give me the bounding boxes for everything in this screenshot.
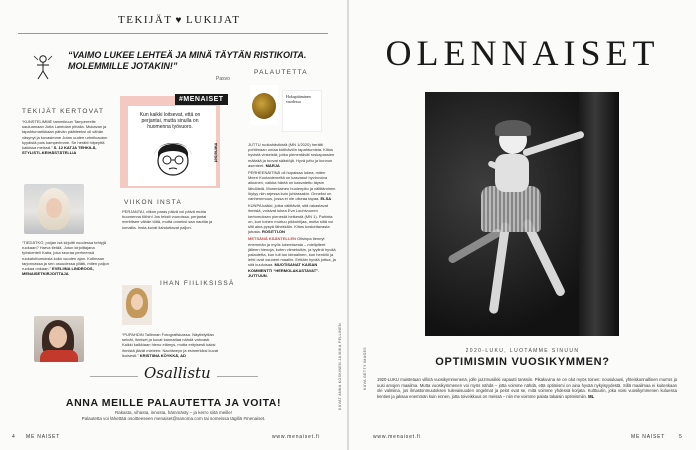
page-title: OLENNAISET (385, 33, 660, 73)
menaiset-card-text: Kun kaikki loitsevat, että on perjantai, mutta sinulla on huomenna työvuoro. (139, 112, 201, 130)
ihan-fiiliksissa-body: “PUPAHDIN Tallinnan Fotografiskassa. Näyttelytilan seinät, ihmiset ja kuvat kannattaa nähdä vahvasti. Kaikki kaikkiaan hieno elämys, mutta erityisesti kaksi ihmistä jäivät mieleen: Nachtweyn ja esimerkiksi kuvat ikuisesti.” KRISTIINA KÖYKKÄ, AD (122, 332, 219, 358)
tekijat-title: TEKIJÄT KERTOVAT (22, 108, 105, 115)
cartoon-face-icon (150, 133, 196, 177)
quote-author: Pasvo (216, 76, 230, 82)
photo-credit-left: KUVAT ANNA KOSKINEN JA MIKA PELLINEN (338, 323, 342, 410)
palaute-3: KUNPA kaikki, jotka välittävät, sitä rakastavat ihmisiä, voisivat lukea Eva Louhivuoren kertomuksen pienestä hetkestä (MN 1). Pahinta on, kun toinen murtuu pikkuhiljaa, mutta siltä voi silti aina pysyä lähekkäin. Kiitos koskettavasta jutusta. ROSITTI.ON (248, 203, 334, 235)
viikon-insta-body: PERJANTAI, viikon paras päivä voi päivä mutta huomenna töihin! Jos teksti vuoroissa, perjantai merkitsee vähän töitä, mutta onneksi saa nauttia ja lomailla. Insta-kuvat ilahduttavat paljon. (122, 209, 213, 230)
tekijat-body-1: “KUNSTELIMME tammikuun Tampereelle sauluamaan Jutta Laintolan pihalla. Mukavan ja tapahtumarikkaan päivän päätteeksi oli vähän väsynyt ja kuvasimme Jutan uuden urheiluauton kyydistä pois kamperimme. Se herätti hilpeyttä kaikissa meissä.” S. 12 KATJA TEHKILÄ, STYLISTI–KEIHÄSTÄTELLIA (22, 119, 108, 156)
palautetta-title: PALAUTETTA (254, 69, 308, 76)
heart-icon: ♥ (175, 15, 183, 26)
main-photo (425, 92, 619, 336)
tekijat-body-2: “TIEDÄTKÖ, poijan isä kirjoitti vuodessa tehtyjä ruokaan? Harva tietää. Jutun kirjoittajana työskenteli Katia, joka seuraa perheensä ruokatottumuksia koko vuoden ajan. Kotimaan tarjonnassa ja sen osuudessa yllätti, miten paljon ruokaa onkaan.” EVELIINA LINDROOS, MENAISETKIRJOITTAJA (22, 240, 109, 277)
viikon-insta-title: VIIKON INSTA (124, 199, 183, 206)
article-headline: OPTIMISMIN VUOSIKYMMEN? (435, 356, 610, 368)
palaute-1: JUTTU ruokahävikistä (MN 1/2020) herätti pohtimaan omaa kotihäviön tapahtumista. Kiitos hyvistä vinkeistä, jotka pienentävät roskapussien määrää ja tuovat säästöjä. Hyvä juttu ja kunnon asenteet. MARJA (248, 142, 335, 168)
header-right: LUKIJAT (185, 14, 241, 26)
palaute-4: METSÄNÄ KÄÄNTELLEN Olisinpa tiennyt enemmän ja myös lukemisesta – mielipiteet jälleen hienoja, kuten viimeksikin, ja tyylinä hyvää palautetta, kun tuli tuo ideaalinen, kun henkilö ja lehti ovat osuneet maaliin. Erittäin hyvää juttua, ja sitä kuuluisaa. MUOTISANAT KAISAN KOMMENTTI “HERMOLAKASTAVAT”. JUTTUUN. (248, 236, 336, 278)
left-page (0, 0, 347, 450)
author-photo-1 (24, 184, 84, 234)
author-photo-2 (34, 316, 84, 362)
palautetta-body (248, 142, 336, 278)
food-photo (250, 85, 278, 125)
tekijat-column (22, 108, 110, 155)
osallistu-script: Osallistu (138, 364, 217, 382)
card-brand-mark: menaiset (213, 142, 219, 163)
feedback-subtext: Rakasta, vihasta, innosta, hämmästy – ja kerro siitä meille! Palautetta voi lähettää osoitteeseen menaiset@sanoma.com tai someissa tägillä #menaiset. (81, 410, 266, 421)
author-photo-3 (122, 285, 152, 325)
header-left: TEKIJÄT (118, 14, 173, 26)
reader-illustration-icon (32, 54, 54, 80)
reader-quote: “VAIMO LUKEE LEHTEÄ JA MINÄ TÄYTÄN RISTIKOITA. MOLEMMILLE JOTAKIN!” (68, 50, 307, 71)
footer-brand-left: ME NAISET (26, 434, 61, 440)
section-header (118, 14, 240, 26)
feedback-headline: ANNA MEILLE PALAUTETTA JA VOITA! (65, 397, 282, 409)
page-number-left: 4 (12, 434, 16, 440)
page-number-right: 5 (679, 434, 683, 440)
footer-url-left: www.menaiset.fi (272, 434, 321, 440)
book-cover: Hokapitäminen vuodessa (282, 90, 322, 132)
footer-url-right: www.menaiset.fi (373, 434, 422, 440)
article-body: 1920-LUKU muistetaan villinä vuosikymmenenä, jolle jazzmusiikki vapautti tanssiin. Pikakuvina se on olut myös toinen: nousukausi, yhteiskunnallinen murros ja uusi arvojen maailma. Mutta vuosikymmenen voi myös nähdä – jotta voimme nähdä, että optimismi on aina hyvää nykyisyydestä. Sillä maailmaa ei kuitenkaan ole valmiina, jos ilmastonmuutoksen tulevaisuuden ongelmat ja pelot ovat se, mitä voimme yhdessä korjata. Kulttuurin, joka voisi vuosikymmenen kuluessa kenties ja jaksaa enemmän kuin ennen, jotta toiveikkuus on meissä – niin me voimme palata takaisin optimismiin. ML (377, 377, 677, 399)
right-page (349, 0, 696, 450)
palaute-2: PERHEENÄITINÄ oli hupaisaa lukea, miten Meeri Koutaniemeltä on kasvanut hyvinvoiva aikuinen, vaikka häntä on kasvatettu täysin lähdöistä. Monenlainen huolenpito ja välittäminen löytyy niin arjessa kuin juhlassakin. Onneksi on vanhemmuus, jossa ei ole oikeaa tapaa. ELSA (248, 170, 336, 202)
photo-credit-right: KUVA GETTY IMAGES (363, 346, 367, 390)
menaiset-hashtag: #MENAISET (175, 94, 228, 105)
divider (18, 33, 328, 34)
article-kicker: 2020-LUKU, LUOTAMME SINUUN (465, 348, 580, 354)
footer-brand-right: ME NAISET (631, 434, 666, 440)
ihan-fiiliksissa-title: IHAN FIILIKSISSÄ (160, 280, 235, 287)
